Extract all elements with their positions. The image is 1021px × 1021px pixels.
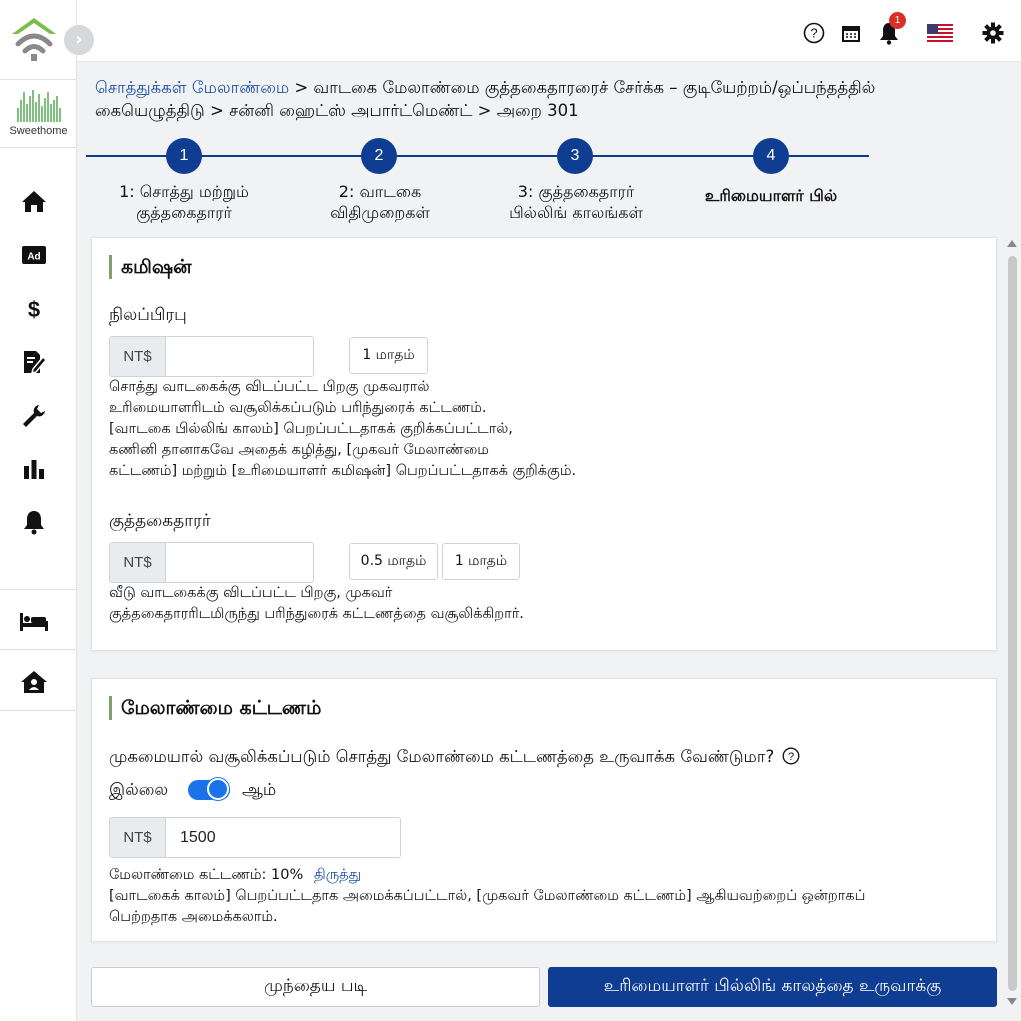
landlord-desc-line: கணினி தானாகவே அதைக் கழித்து, [முகவர் மேலாண்மை bbox=[109, 442, 489, 458]
management-desc-line: பெற்றதாக அமைக்கலாம். bbox=[109, 909, 278, 925]
currency-prefix: NT$ bbox=[110, 818, 166, 857]
sidebar-toggle-button[interactable]: › bbox=[64, 25, 94, 55]
notification-bell-icon[interactable] bbox=[876, 15, 902, 46]
management-fee-input[interactable] bbox=[109, 817, 401, 858]
management-fee-value[interactable]: 1500 bbox=[180, 828, 216, 846]
breadcrumb-path: > வாடகை மேலாண்மை குத்தகைதாரரைச் சேர்க்க – குடியேற்றம்/ஒப்பந்தத்தில் கையெழுத்திடு > சன்னி ஹைட்ஸ் அபார்ட்மெண்ட் > அறை 301 bbox=[95, 78, 876, 120]
step-4-circle[interactable]: 4 bbox=[753, 138, 789, 174]
step-1-label: 1: சொத்து மற்றும் குத்தகைதாரர் bbox=[119, 182, 249, 222]
landlord-desc-line: கட்டணம்] மற்றும் [உரிமையாளர் கமிஷன்] பெறப்பட்டதாகக் குறிக்கும். bbox=[109, 463, 577, 479]
previous-step-button[interactable]: முந்தைய படி bbox=[91, 967, 540, 1007]
brand-name: Sweethome bbox=[9, 125, 68, 137]
toggle-off-label: இல்லை bbox=[109, 780, 169, 799]
stepper-line bbox=[86, 155, 869, 157]
management-fee-description bbox=[109, 886, 865, 928]
help-icon[interactable] bbox=[801, 20, 827, 46]
create-owner-billing-button[interactable]: உரிமையாளர் பில்லிங் காலத்தை உருவாக்கு bbox=[548, 967, 997, 1007]
landlord-commission-value[interactable] bbox=[166, 337, 313, 376]
sidebar bbox=[0, 0, 77, 1021]
tenant-commission-input[interactable] bbox=[109, 542, 314, 583]
landlord-label: நிலப்பிரபு bbox=[109, 305, 187, 325]
management-fee-rate bbox=[109, 865, 361, 886]
bar-chart-icon[interactable] bbox=[18, 454, 50, 484]
wrench-icon[interactable] bbox=[18, 401, 50, 431]
ad-icon[interactable] bbox=[18, 240, 50, 270]
step-1-circle[interactable]: 1 bbox=[166, 138, 202, 174]
commission-title: கமிஷன் bbox=[109, 255, 192, 279]
house-user-icon[interactable] bbox=[18, 667, 50, 697]
tenant-description bbox=[109, 583, 524, 625]
tenant-desc-line: குத்தகைதாரரிடமிருந்து பரிந்துரைக் கட்டணத்தை வசூலிக்கிறார். bbox=[109, 606, 524, 622]
tenant-label: குத்தகைதாரர் bbox=[109, 511, 211, 531]
app-logo-icon[interactable] bbox=[8, 14, 60, 64]
svg-text:$: $ bbox=[27, 297, 41, 322]
toggle-on-label: ஆம் bbox=[242, 780, 277, 799]
management-fee-card bbox=[91, 678, 997, 942]
toggle-knob bbox=[207, 778, 229, 800]
management-fee-question bbox=[109, 747, 800, 769]
step-2-circle[interactable]: 2 bbox=[361, 138, 397, 174]
home-icon[interactable] bbox=[18, 186, 50, 216]
calendar-icon[interactable] bbox=[838, 20, 864, 46]
management-fee-toggle[interactable] bbox=[188, 780, 230, 800]
step-3-circle[interactable]: 3 bbox=[557, 138, 593, 174]
landlord-1-month-chip[interactable]: 1 மாதம் bbox=[349, 337, 428, 374]
sidebar-divider bbox=[0, 147, 77, 148]
step-2-label: 2: வாடகை விதிமுறைகள் bbox=[330, 182, 430, 222]
landlord-description bbox=[109, 377, 576, 482]
step-4-label: உரிமையாளர் பில் bbox=[704, 186, 838, 205]
bed-icon[interactable] bbox=[18, 606, 50, 636]
ad-icon-text: Ad bbox=[27, 251, 41, 263]
scrollbar[interactable] bbox=[1006, 238, 1018, 1008]
sidebar-divider bbox=[0, 649, 77, 650]
currency-prefix: NT$ bbox=[110, 337, 166, 376]
management-fee-question-text: முகமையால் வசூலிக்கப்படும் சொத்து மேலாண்மை கட்டணத்தை உருவாக்க வேண்டுமா? bbox=[109, 747, 775, 766]
management-fee-title: மேலாண்மை கட்டணம் bbox=[109, 696, 321, 720]
scrollbar-thumb[interactable] bbox=[1008, 256, 1017, 991]
top-bar bbox=[77, 0, 1021, 62]
sidebar-divider bbox=[0, 79, 77, 80]
gear-icon[interactable] bbox=[980, 20, 1006, 46]
landlord-desc-line: சொத்து வாடகைக்கு விடப்பட்ட பிறகு முகவரால் bbox=[109, 379, 430, 395]
help-icon[interactable] bbox=[782, 747, 800, 769]
commission-card bbox=[91, 237, 997, 651]
step-3-label: 3: குத்தகைதாரர் பில்லிங் காலங்கள் bbox=[509, 182, 643, 222]
landlord-commission-input[interactable] bbox=[109, 336, 314, 377]
bell-icon[interactable] bbox=[18, 507, 50, 537]
breadcrumb bbox=[95, 76, 975, 122]
brand-bars-icon bbox=[0, 90, 77, 122]
edit-rate-link[interactable]: திருத்து bbox=[313, 867, 362, 883]
sidebar-divider bbox=[0, 710, 77, 711]
tenant-half-month-chip[interactable]: 0.5 மாதம் bbox=[349, 543, 438, 580]
landlord-desc-line: உரிமையாளரிடம் வசூலிக்கப்படும் பரிந்துரைக் கட்டணம். bbox=[109, 400, 487, 416]
svg-text:?: ? bbox=[810, 25, 818, 41]
management-fee-rate-text: மேலாண்மை கட்டணம்: 10% bbox=[109, 867, 304, 883]
scroll-down-icon[interactable] bbox=[1007, 998, 1017, 1005]
tenant-desc-line: வீடு வாடகைக்கு விடப்பட்ட பிறகு, முகவர் bbox=[109, 585, 393, 601]
breadcrumb-root-link[interactable]: சொத்துக்கள் மேலாண்மை bbox=[95, 78, 290, 97]
currency-prefix: NT$ bbox=[110, 543, 166, 582]
tenant-1-month-chip[interactable]: 1 மாதம் bbox=[442, 543, 520, 580]
tenant-commission-value[interactable] bbox=[166, 543, 313, 582]
management-desc-line: [வாடகைக் காலம்] பெறப்பட்டதாக அமைக்கப்பட்டால், [முகவர் மேலாண்மை கட்டணம்] ஆகியவற்றைப் ஒன்றாகப் bbox=[109, 888, 866, 904]
contract-icon[interactable] bbox=[18, 347, 50, 377]
brand-logo bbox=[0, 90, 77, 137]
us-flag-icon[interactable] bbox=[927, 20, 953, 46]
sidebar-divider bbox=[0, 589, 77, 590]
svg-text:?: ? bbox=[788, 751, 795, 763]
notification-badge: 1 bbox=[889, 12, 906, 29]
dollar-icon[interactable] bbox=[18, 294, 50, 324]
scroll-up-icon[interactable] bbox=[1007, 240, 1017, 247]
landlord-desc-line: [வாடகை பில்லிங் காலம்] பெறப்பட்டதாகக் குறிக்கப்பட்டால், bbox=[109, 421, 513, 437]
